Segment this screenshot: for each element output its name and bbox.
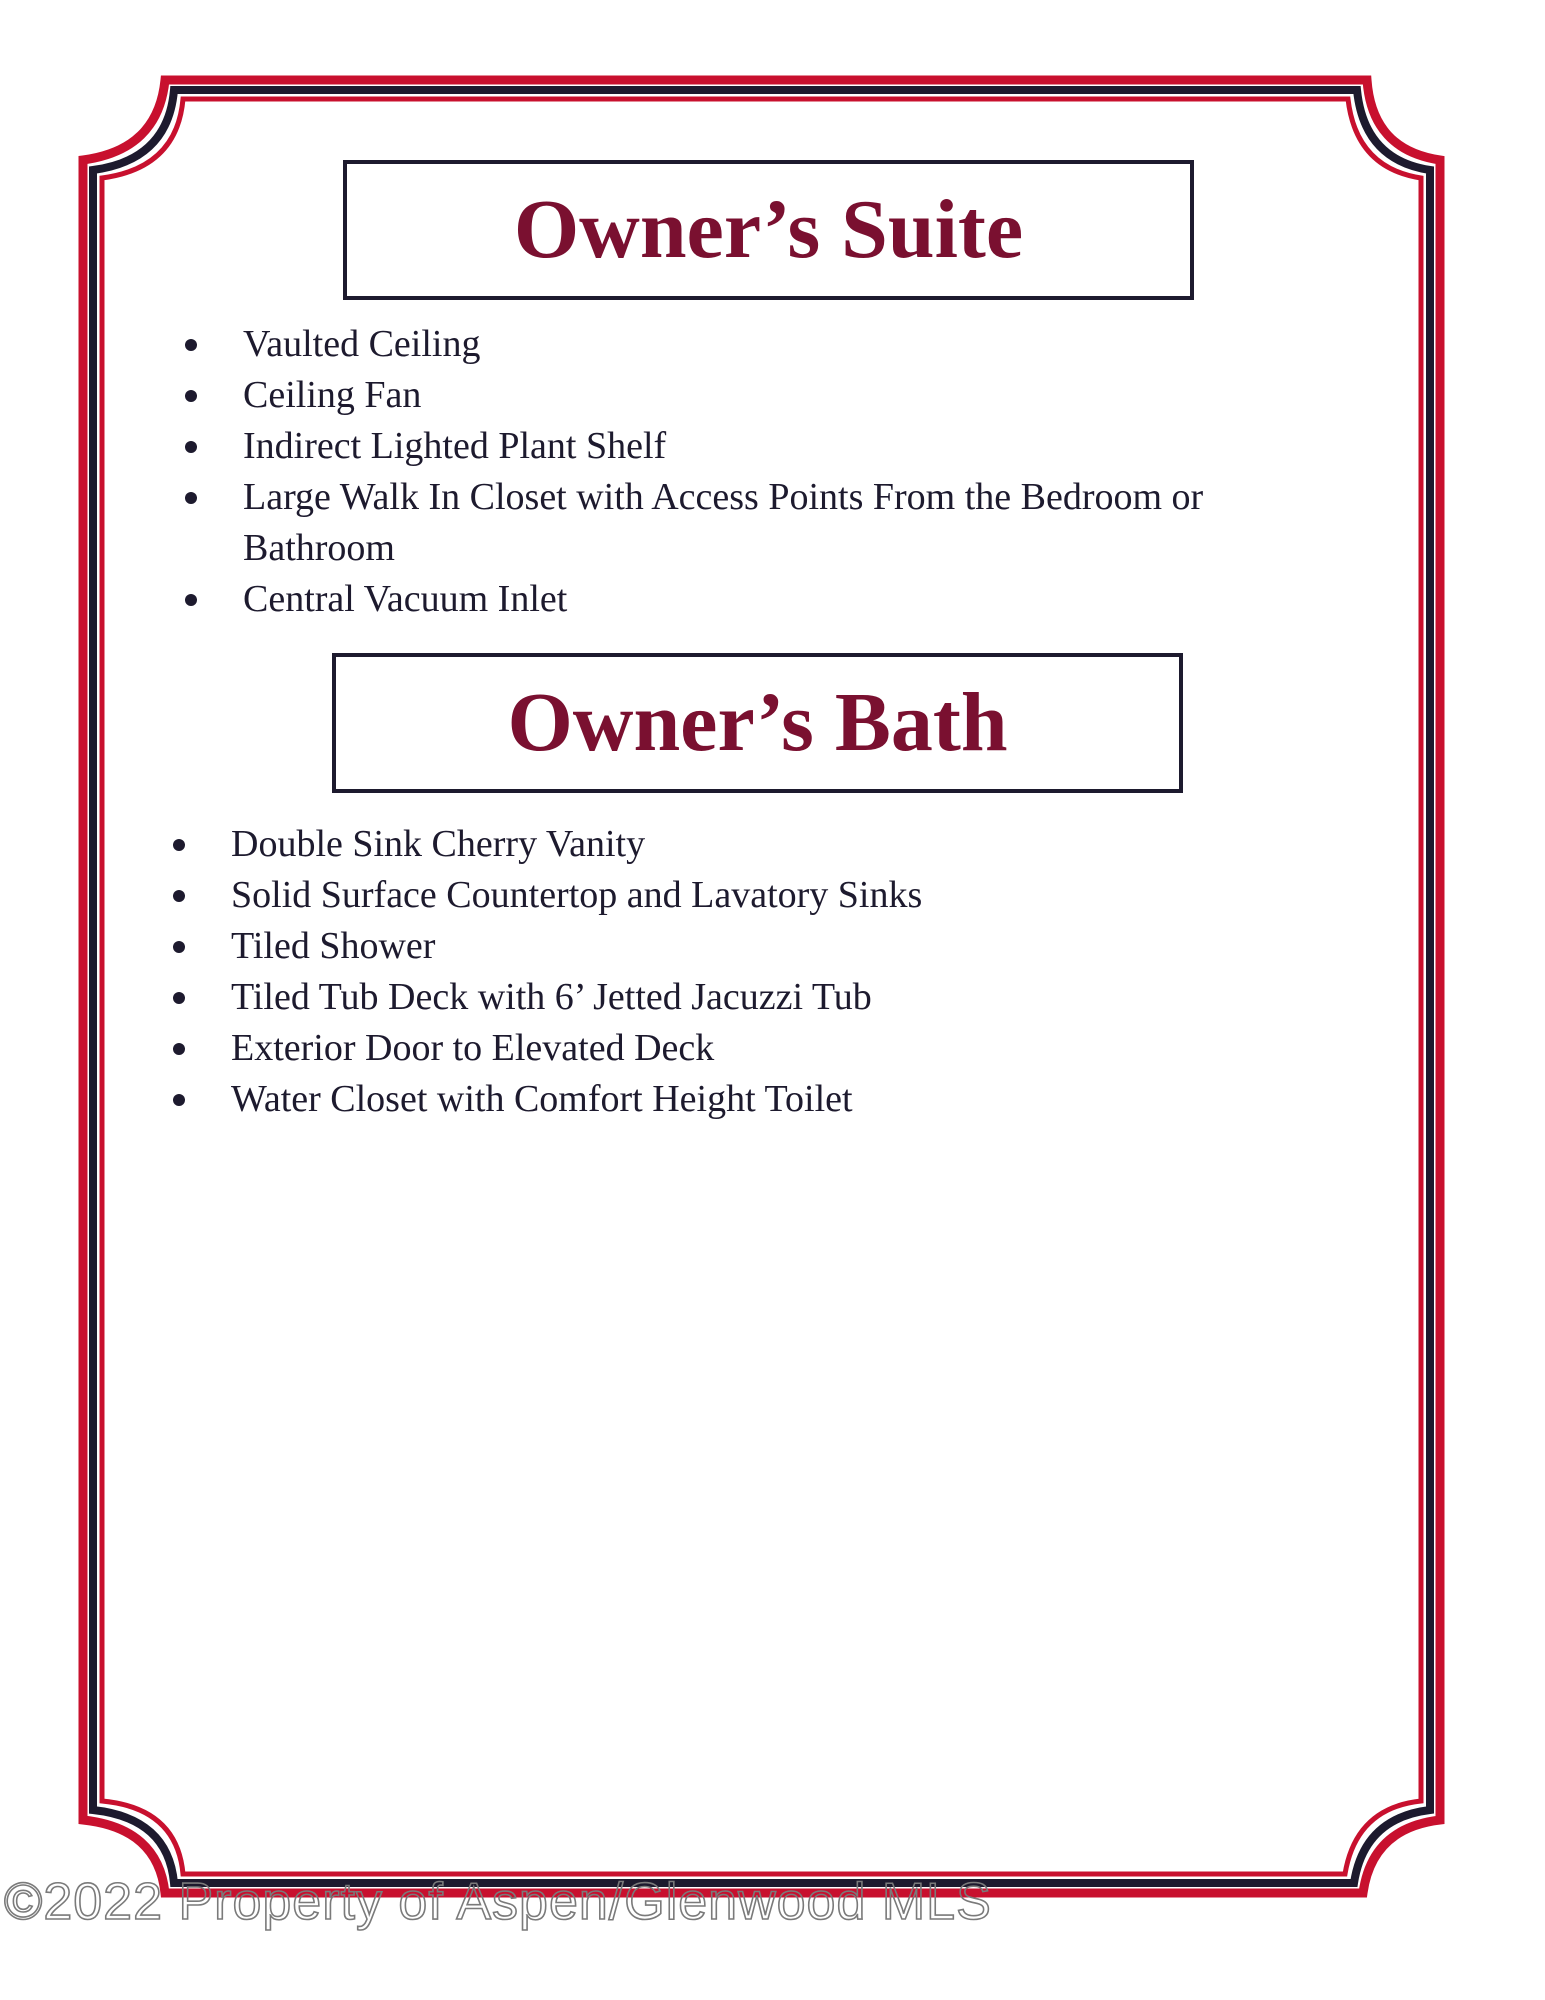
list-item: Ceiling Fan [181,370,1351,421]
suite-title-box [343,160,1194,300]
bullet-icon [173,1043,185,1055]
bath-title-box [332,653,1183,793]
bullet-icon [173,890,185,902]
bullet-icon [185,441,197,453]
bullet-icon [185,390,197,402]
list-item: Indirect Lighted Plant Shelf [181,421,1351,472]
list-item: Water Closet with Comfort Height Toilet [169,1074,1339,1125]
bullet-icon [173,1094,185,1106]
list-item: Large Walk In Closet with Access Points From the Bedroom or Bathroom [181,472,1351,574]
bullet-icon [185,594,197,606]
list-item: Central Vacuum Inlet [181,574,1351,625]
bath-feature-list [169,819,1339,1125]
bullet-icon [173,839,185,851]
suite-title: Owner’s Suite [513,183,1024,276]
list-item: Double Sink Cherry Vanity [169,819,1339,870]
list-item: Vaulted Ceiling [181,319,1351,370]
list-item: Solid Surface Countertop and Lavatory Sinks [169,870,1339,921]
bullet-icon [173,992,185,1004]
copyright-watermark: ©2022 Property of Aspen/Glenwood MLS [4,1873,992,1931]
list-item: Tiled Tub Deck with 6’ Jetted Jacuzzi Tub [169,972,1339,1023]
list-item: Exterior Door to Elevated Deck [169,1023,1339,1074]
list-item: Tiled Shower [169,921,1339,972]
bullet-icon [185,492,197,504]
bath-title: Owner’s Bath [507,676,1008,769]
bullet-icon [173,941,185,953]
suite-feature-list [181,319,1351,625]
bullet-icon [185,339,197,351]
